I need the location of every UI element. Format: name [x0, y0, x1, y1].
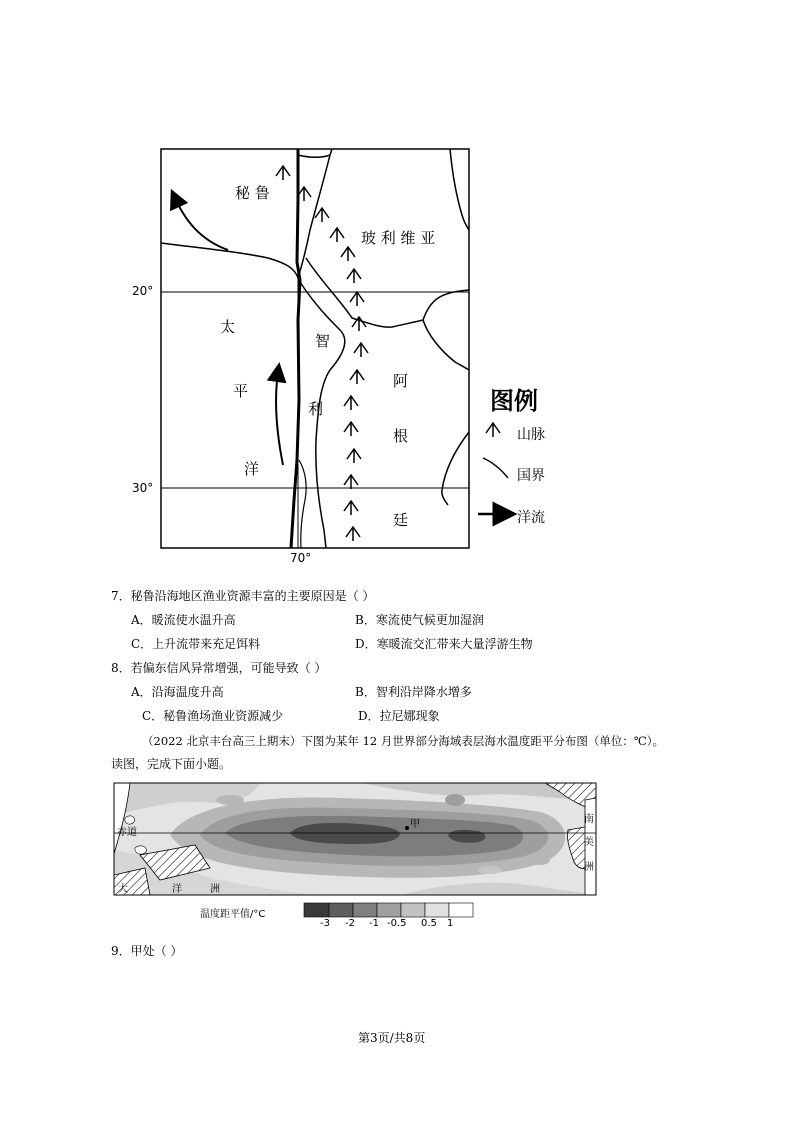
- legend-border-label: 国界: [517, 468, 545, 484]
- scale-tick: -1: [369, 918, 379, 929]
- label-ocean-1: 大: [118, 884, 128, 895]
- scale-tick: -0.5: [387, 918, 407, 929]
- legend-mountain-label: 山脉: [517, 427, 545, 443]
- scale-label: 温度距平值/°C: [200, 909, 266, 920]
- q8-option-d: D．拉尼娜现象: [358, 709, 440, 723]
- scale-tick: -3: [320, 918, 330, 929]
- point-jia-marker: [405, 826, 409, 830]
- q8-option-a: A．沿海温度升高: [131, 685, 224, 699]
- legend-current-label: 洋流: [517, 510, 545, 526]
- q7-option-a: A．暖流使水温升高: [131, 613, 236, 627]
- label-sa-3: 洲: [584, 862, 594, 873]
- anomaly-scale: [304, 903, 473, 917]
- q7-option-c: C．上升流带来充足饵料: [131, 637, 261, 651]
- intro-line-2: 读图，完成下面小题。: [111, 757, 232, 771]
- label-chile-1: 智: [315, 332, 331, 350]
- label-lat-30: 30°: [132, 481, 154, 495]
- legend-title: 图例: [490, 387, 538, 415]
- label-point-jia: 甲: [410, 819, 420, 830]
- q7-option-d: D．寒暖流交汇带来大量浮游生物: [355, 637, 533, 651]
- q8-option-b: B．智利沿岸降水增多: [355, 685, 472, 699]
- label-peru: 秘 鲁: [235, 184, 270, 202]
- label-lon-70: 70°: [290, 551, 312, 565]
- label-equator: 赤道: [117, 827, 137, 838]
- label-pacific-1: 太: [220, 318, 236, 336]
- label-pacific-3: 洋: [244, 460, 260, 478]
- label-argentina-3: 廷: [393, 511, 409, 529]
- label-sa-1: 南: [584, 814, 594, 825]
- scale-tick: 0.5: [421, 918, 437, 929]
- label-lat-20: 20°: [132, 284, 154, 298]
- q7-option-b: B．寒流使气候更加湿润: [355, 613, 484, 627]
- label-argentina-2: 根: [393, 427, 409, 445]
- q8-stem: 8．若偏东信风异常增强，可能导致（ ）: [111, 661, 327, 675]
- label-ocean-2: 洋: [172, 884, 182, 895]
- scale-tick: 1: [447, 918, 454, 929]
- scale-tick: -2: [345, 918, 355, 929]
- page-number: 第3页/共8页: [358, 1031, 426, 1045]
- q7-stem: 7．秘鲁沿海地区渔业资源丰富的主要原因是（ ）: [111, 589, 375, 603]
- label-pacific-2: 平: [233, 382, 249, 400]
- q8-option-c: C．秘鲁渔场渔业资源减少: [142, 709, 284, 723]
- intro-line-1: （2022 北京丰台高三上期末）下图为某年 12 月世界部分海域表层海水温度距平分布图（单位：℃）。: [142, 734, 664, 748]
- label-bolivia: 玻 利 维 亚: [361, 229, 436, 247]
- label-continent: 洲: [210, 884, 220, 895]
- label-chile-2: 利: [308, 400, 324, 418]
- label-argentina-1: 阿: [393, 372, 409, 390]
- q9-stem: 9．甲处（ ）: [111, 944, 183, 958]
- label-sa-2: 美: [584, 837, 594, 848]
